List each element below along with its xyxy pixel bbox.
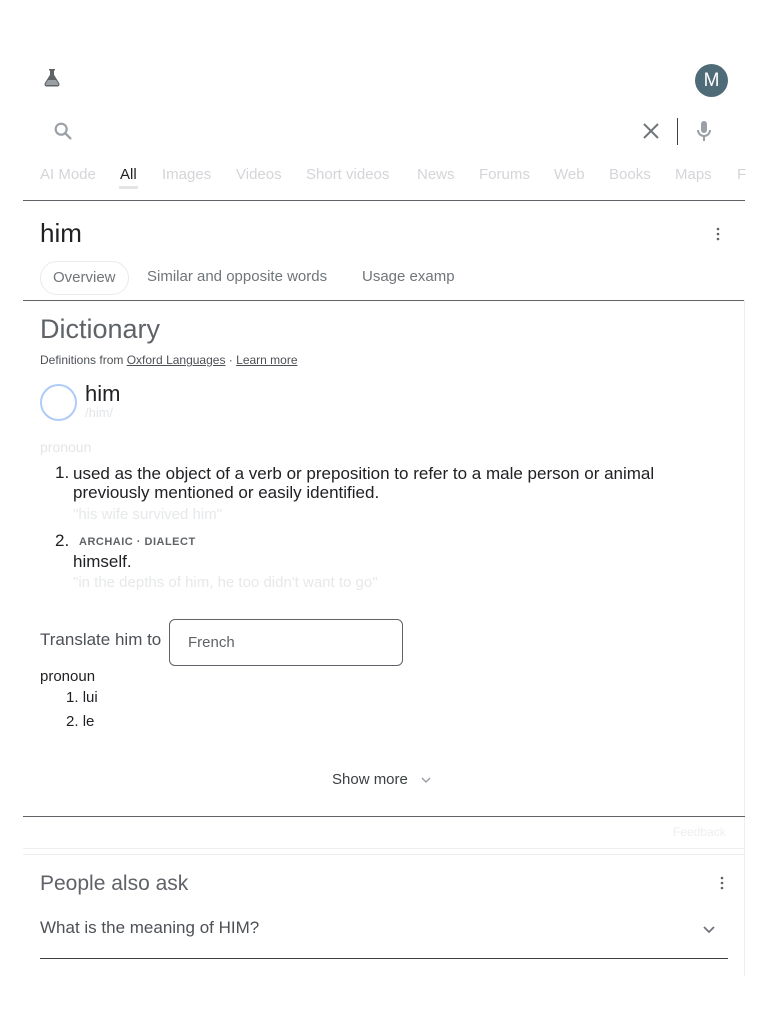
question-divider <box>40 958 728 959</box>
sense-definition: himself. <box>73 552 132 571</box>
tabs-divider <box>23 200 745 201</box>
card-bottom-divider <box>23 816 745 817</box>
translate-language-select[interactable] <box>169 619 403 666</box>
tab-all[interactable]: All <box>120 166 137 183</box>
learn-more-link[interactable]: Learn more <box>236 353 298 367</box>
section-separator <box>23 854 745 855</box>
flask-icon[interactable] <box>40 66 64 90</box>
search-icon[interactable] <box>52 120 74 142</box>
card-border <box>744 300 745 976</box>
tab-short-videos[interactable]: Short videos <box>306 166 390 183</box>
chips-divider <box>23 300 745 301</box>
definitions-from-text: Definitions from <box>40 353 124 367</box>
tab-images[interactable]: Images <box>162 166 212 183</box>
chevron-down-icon[interactable] <box>702 925 716 934</box>
mic-icon[interactable] <box>694 119 714 143</box>
people-also-ask-question[interactable]: What is the meaning of HIM? <box>40 918 260 937</box>
search-bar <box>40 112 730 150</box>
sense-example: "in the depths of him, he too didn't want to go" <box>73 574 378 591</box>
phonetic: /him/ <box>85 405 114 420</box>
sense-number: 1. <box>55 463 70 482</box>
tab-more[interactable]: F <box>737 166 747 183</box>
part-of-speech: pronoun <box>40 439 92 455</box>
dictionary-heading: Dictionary <box>40 314 161 344</box>
tab-books[interactable]: Books <box>609 166 651 183</box>
tab-ai-mode[interactable]: AI Mode <box>40 166 96 183</box>
translation-item: 2. le <box>66 713 95 730</box>
translation-part-of-speech: pronoun <box>40 668 96 685</box>
sense-number: 2. <box>55 531 70 550</box>
more-options-icon[interactable] <box>718 876 726 890</box>
chip-overview[interactable]: Overview <box>40 261 129 295</box>
chip-similar-opposite[interactable]: Similar and opposite words <box>147 268 328 285</box>
translate-label: Translate him to <box>40 630 162 649</box>
tab-web[interactable]: Web <box>554 166 585 183</box>
sense-tags: ARCHAIC · DIALECT <box>79 536 196 548</box>
pronunciation-play-button[interactable] <box>40 384 77 421</box>
tab-forums[interactable]: Forums <box>479 166 530 183</box>
active-tab-indicator <box>119 186 138 189</box>
headword: him <box>85 381 121 406</box>
tab-videos[interactable]: Videos <box>236 166 282 183</box>
entity-title: him <box>40 218 82 248</box>
tab-maps[interactable]: Maps <box>675 166 712 183</box>
source-separator: · <box>225 353 237 367</box>
section-separator <box>23 848 745 849</box>
people-also-ask-heading: People also ask <box>40 872 189 895</box>
search-input[interactable] <box>86 116 626 146</box>
feedback-link[interactable]: Feedback <box>673 825 726 839</box>
close-icon[interactable] <box>641 121 661 141</box>
search-tabs <box>40 162 768 192</box>
sense-example: "his wife survived him" <box>73 506 223 523</box>
translate-language-value: French <box>188 634 235 651</box>
definitions-source <box>40 353 298 367</box>
oxford-languages-link[interactable]: Oxford Languages <box>126 353 226 367</box>
chip-usage-examples[interactable]: Usage examp <box>362 268 455 285</box>
sense-definition: used as the object of a verb or preposition to refer to a male person or animal previously mentioned or easily identified. <box>73 464 655 502</box>
tab-news[interactable]: News <box>417 166 455 183</box>
account-avatar[interactable]: M <box>695 64 728 97</box>
entity-chips <box>40 261 460 295</box>
show-more-button[interactable]: Show more <box>332 771 408 788</box>
chevron-down-icon[interactable] <box>420 776 432 784</box>
translation-item: 1. lui <box>66 689 98 706</box>
search-divider <box>677 118 678 145</box>
more-options-icon[interactable] <box>714 227 722 241</box>
